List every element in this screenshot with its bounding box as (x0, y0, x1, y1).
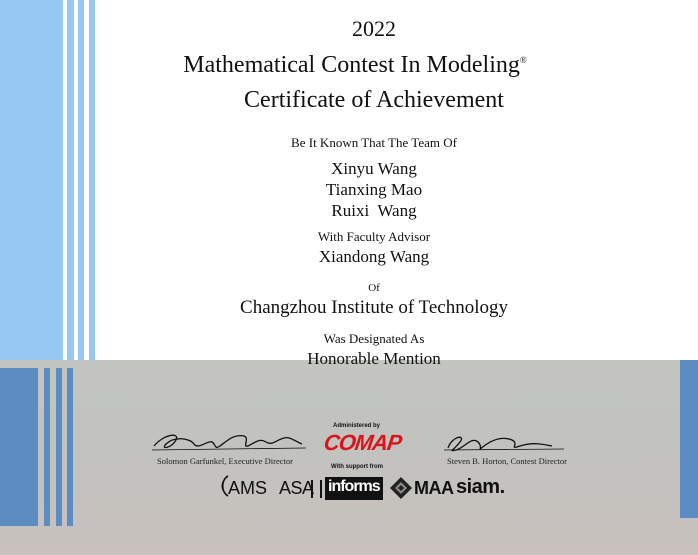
maa-icon (389, 476, 413, 500)
team-member-2: Tianxing Mao (325, 180, 423, 199)
contest-name-text: Mathematical Contest In Modeling (183, 52, 520, 78)
team-member-3: Ruixi Wang (331, 201, 417, 220)
institution: Changzhou Institute of Technology (240, 297, 508, 318)
designation: Honorable Mention (307, 349, 441, 368)
informs-logo: informs (328, 478, 380, 495)
lower-stripe-thin-1 (44, 368, 50, 526)
comap-logo: COMAP (322, 430, 403, 455)
contest-name (6, 52, 698, 79)
ams-logo: AMS (228, 478, 268, 498)
bottom-band (0, 360, 698, 555)
administered-by-label: Administered by (333, 423, 381, 429)
siam-logo: siam. (456, 476, 505, 498)
asa-logo: ASA (279, 478, 314, 498)
registered-mark: ® (519, 55, 527, 65)
certificate-title: Certificate of Achievement (244, 87, 504, 113)
right-stripe (680, 360, 698, 518)
year: 2022 (352, 16, 396, 41)
team-member-1: Xinyu Wang (331, 159, 417, 178)
support-label: With support from (331, 464, 383, 470)
designation-label: Was Designated As (323, 331, 425, 346)
right-signature-icon (442, 430, 568, 458)
of-label: Of (368, 282, 380, 294)
right-signer-name: Steven B. Horton, Contest Director (447, 456, 567, 466)
maa-logo: MAA (414, 478, 454, 498)
lower-stripe-thin-3 (67, 368, 73, 526)
lower-stripe-thin-2 (56, 368, 62, 526)
advisor-name: Xiandong Wang (318, 247, 430, 266)
left-signature-icon (150, 426, 310, 458)
left-signer-name: Solomon Garfunkel, Executive Director (157, 456, 293, 466)
advisor-label: With Faculty Advisor (317, 229, 431, 244)
lower-stripe-wide (0, 368, 38, 526)
asa-bars-icon (311, 480, 322, 498)
intro-line: Be It Known That The Team Of (291, 135, 457, 150)
